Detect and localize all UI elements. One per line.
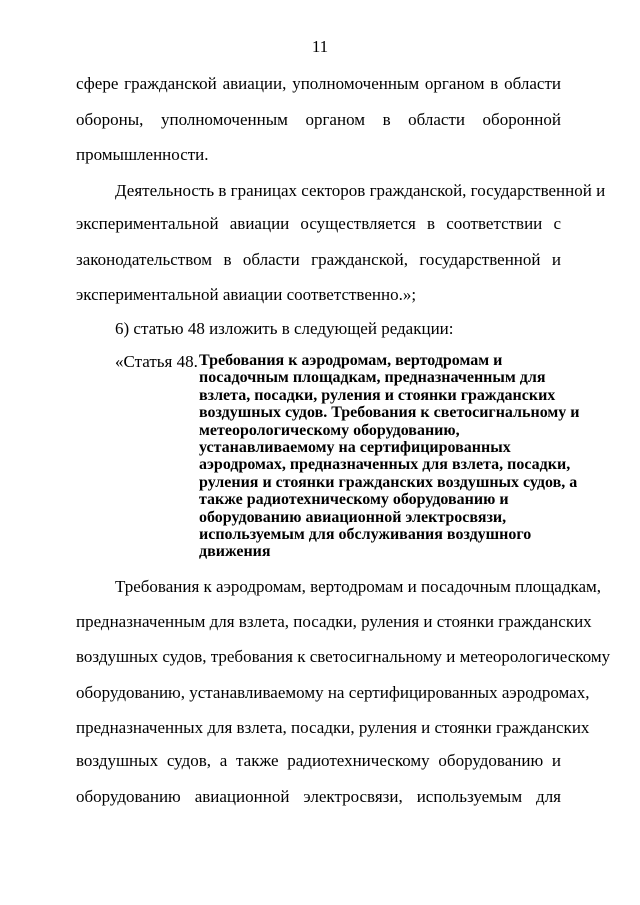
article-prefix: «Статья 48. (115, 352, 198, 371)
paragraph-line: предназначенных для взлета, посадки, руления и стоянки гражданских (76, 718, 590, 737)
article-title-line: Требования к аэродромам, вертодромам и (199, 352, 503, 369)
page-number: 11 (311, 37, 329, 56)
paragraph-line: законодательством в области гражданской, государственной и (76, 250, 561, 269)
paragraph-line: Деятельность в границах секторов гражданской, государственной и (115, 181, 606, 200)
paragraph-line: сфере гражданской авиации, уполномоченным органом в области (76, 74, 561, 93)
paragraph-line: экспериментальной авиации осуществляется в соответствии с (76, 214, 561, 233)
article-title (199, 352, 580, 561)
article-title-line: метеорологическому оборудованию, (199, 421, 460, 439)
article-title-line: также радиотехническому оборудованию и (199, 491, 509, 509)
paragraph-line: воздушных судов, а также радиотехническому оборудованию и (76, 751, 561, 770)
article-title-line: аэродромах, предназначенных для взлета, посадки, (199, 456, 571, 474)
article-title-line: оборудованию авиационной электросвязи, (199, 508, 507, 526)
article-title-line: воздушных судов. Требования к светосигнальному и (199, 404, 580, 422)
article-title-line: устанавливаемому на сертифицированных (199, 439, 511, 457)
paragraph-line: экспериментальной авиации соответственно.»; (76, 285, 417, 304)
list-item-6: 6) статью 48 изложить в следующей редакции: (115, 319, 454, 338)
article-title-line: движения (199, 543, 271, 561)
article-title-line: взлета, посадки, руления и стоянки гражданских (199, 386, 556, 404)
article-title-line: посадочным площадкам, предназначенным для (199, 369, 546, 387)
paragraph-line: оборудованию, устанавливаемому на сертифицированных аэродромах, (76, 683, 590, 702)
paragraph-line: предназначенным для взлета, посадки, руления и стоянки гражданских (76, 612, 592, 631)
paragraph-line: Требования к аэродромам, вертодромам и посадочным площадкам, (115, 577, 602, 596)
article-title-line: руления и стоянки гражданских воздушных судов, а (199, 473, 578, 491)
paragraph-line: промышленности. (76, 145, 209, 164)
paragraph-line: оборудованию авиационной электросвязи, используемым для (76, 787, 561, 806)
article-title-line: используемым для обслуживания воздушного (199, 526, 532, 544)
paragraph-line: обороны, уполномоченным органом в области оборонной (76, 110, 561, 129)
paragraph-line: воздушных судов, требования к светосигнальному и метеорологическому (76, 647, 611, 666)
